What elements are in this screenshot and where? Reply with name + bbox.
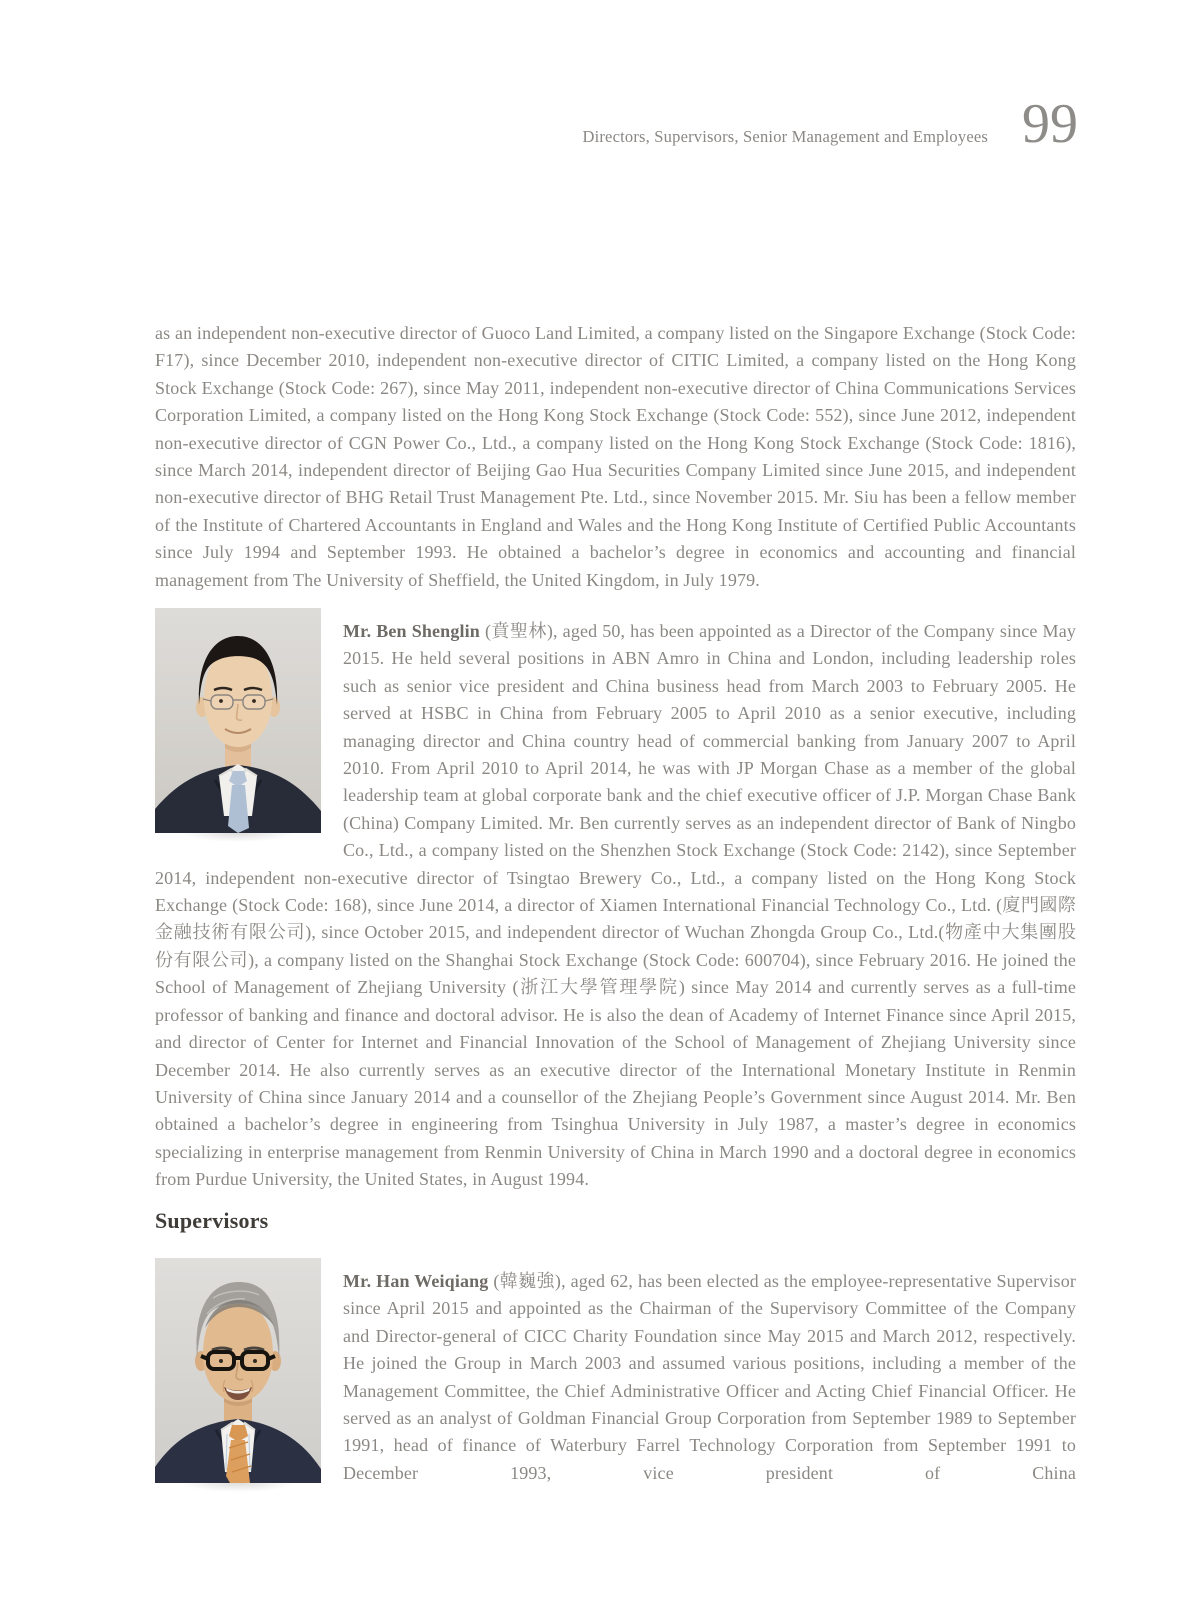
section-han-weiqiang [155,1250,1076,1505]
running-head-title: Directors, Supervisors, Senior Management and Employees [582,127,988,146]
paragraph-siu-continuation: as an independent non-executive director of Guoco Land Limited, a company listed on the Singapore Exchange (Stock Code: F17), since December 2010, independent non-executive director of CITIC Limited, a company listed on the Hong Kong Stock Exchange (Stock Code: 267), since May 2011, independent non-executive director of China Communications Services Corporation Limited, a company listed on the Hong Kong Stock Exchange (Stock Code: 552), since June 2012, independent non-executive director of CGN Power Co., Ltd., a company listed on the Hong Kong Stock Exchange (Stock Code: 1816), since March 2014, independent director of Beijing Gao Hua Securities Company Limited since June 2015, and independent non-executive director of BHG Retail Trust Management Pte. Ltd., since November 2015. Mr. Siu has been a fellow member of the Institute of Chartered Accountants in England and Wales and the Hong Kong Institute of Certified Public Accountants since July 1994 and September 1993. He obtained a bachelor’s degree in economics and accounting and financial management from The University of Sheffield, the United Kingdom, in July 1979. [155,323,1076,590]
han-weiqiang-portrait-image [155,1258,321,1483]
ben-shenglin-portrait-image [155,608,321,833]
han-weiqiang-name: Mr. Han Weiqiang [343,1271,489,1291]
photo-shadow [163,833,313,845]
ben-shenglin-bio: (賁聖林), aged 50, has been appointed as a Director of the Company since May 2015. He held several positions in ABN Amro in China and London, including leadership roles such as senior vice president and China business head from March 2003 to February 2005. He served at HSBC in China from February 2005 to April 2010 as a senior executive, including managing director and China country head of commercial banking from January 2007 to April 2010. From April 2010 to April 2014, he was with JP Morgan Chase as a member of the global leadership team at global corporate bank and the chief executive officer of J.P. Morgan Chase Bank (China) Company Limited. Mr. Ben currently serves as an independent director of Bank of Ningbo Co., Ltd., a company listed on the Shenzhen Stock Exchange (Stock Code: 2142), since September 2014, independent non-executive director of Tsingtao Brewery Co., Ltd., a company listed on the Hong Kong Stock Exchange (Stock Code: 168), since June 2014, a director of Xiamen International Financial Technology Co., Ltd. (廈門國際金融技術有限公司), since October 2015, and independent director of Wuchan Zhongda Group Co., Ltd.(物產中大集團股份有限公司), a company listed on the Shanghai Stock Exchange (Stock Code: 600704), since February 2016. He joined the School of Management of Zhejiang University (浙江大學管理學院) since May 2014 and currently serves as a full-time professor of banking and finance and doctoral advisor. He is also the dean of Academy of Internet Finance since April 2015, and director of Center for Internet and Financial Innovation of the School of Management of Zhejiang University since December 2014. He also currently serves as an executive director of the International Monetary Institute in Renmin University of China since January 2014 and a counsellor of the Zhejiang People’s Government since August 2014. Mr. Ben obtained a bachelor’s degree in engineering from Tsinghua University in July 1987, a master’s degree in economics specializing in enterprise management from Renmin University of China in March 1990 and a doctoral degree in economics from Purdue University, the United States, in August 1994. [155,621,1076,1190]
supervisors-heading: Supervisors [155,1208,269,1233]
page-number: 99 [1022,93,1078,155]
han-weiqiang-photo [155,1258,321,1495]
section-ben-shenglin [155,600,1076,1212]
ben-shenglin-photo [155,608,321,861]
ben-shenglin-name: Mr. Ben Shenglin [343,621,480,641]
photo-shadow [163,1483,313,1495]
han-weiqiang-bio: (韓巍強), aged 62, has been elected as the employee-representative Supervisor since April 2015 and appointed as the Chairman of the Supervisory Committee of the Company and Director-general of CICC Charity Foundation since May 2015 and March 2012, respectively. He joined the Group in March 2003 and assumed various positions, including a member of the Management Committee, the Chief Administrative Officer and Acting Chief Financial Officer. He served as an analyst of Goldman Financial Group Corporation from September 1989 to September 1991, head of finance of Waterbury Farrel Technology Corporation from September 1991 to December 1993, vice president of China [343,1271,1076,1483]
running-head [582,93,1078,155]
